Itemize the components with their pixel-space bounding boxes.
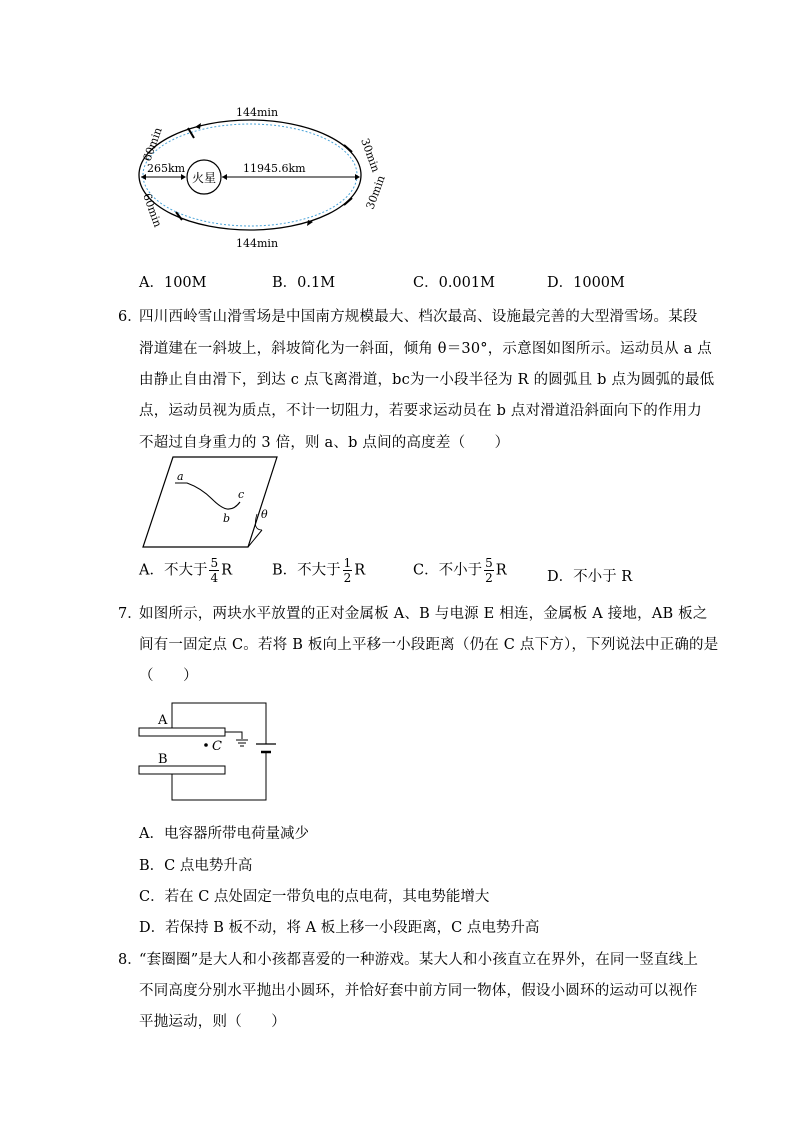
- q6-option-a[interactable]: [139, 557, 232, 584]
- q7-line: （ ）: [139, 668, 198, 684]
- q6-line: 由静止自由滑下，到达 c 点飞离滑道，bc为一小段半径为 R 的圆弧且 b 点为圆弧的最低: [139, 372, 715, 388]
- q6-option-d[interactable]: D．不小于 R: [547, 569, 633, 585]
- q6-option-c[interactable]: [413, 557, 507, 584]
- orbit-marker: [344, 145, 352, 152]
- plate-a: [139, 728, 225, 736]
- q6-option-b-denominator: 2: [343, 571, 352, 585]
- q7-option-b[interactable]: B．C 点电势升高: [139, 858, 253, 874]
- q6-line: 点，运动员视为质点，不计一切阻力，若要求运动员在 b 点对滑道沿斜面向下的作用力: [139, 403, 702, 419]
- right-bottom-time-label: 30min: [363, 173, 388, 212]
- point-c-label: c: [238, 488, 245, 501]
- slope-figure: [139, 452, 284, 552]
- ground-wire: [225, 732, 242, 739]
- left-bottom-time-label: 60min: [140, 191, 165, 229]
- q6-option-a-prefix: A．不大于: [139, 562, 208, 579]
- q5-option-a[interactable]: A．100M: [139, 275, 207, 291]
- left-top-time-label: 60min: [140, 125, 165, 164]
- q6-option-a-suffix: R: [221, 562, 233, 579]
- orbit-marker: [344, 198, 352, 205]
- q6-line: 滑道建在一斜坡上，斜坡简化为一斜面，倾角 θ＝30°，示意图如图所示。运动员从 a 点: [139, 341, 712, 357]
- q6-option-c-prefix: C．不小于: [413, 562, 483, 579]
- q7-option-d[interactable]: D．若保持 B 板不动，将 A 板上移一小段距离，C 点电势升高: [139, 920, 540, 936]
- q6-line: 不超过自身重力的 3 倍，则 a、b 点间的高度差（ ）: [139, 435, 510, 451]
- theta-label: θ: [261, 508, 268, 521]
- q6-option-b-fraction: [343, 557, 353, 584]
- plate-a-label: A: [158, 713, 168, 728]
- point-c-label: C: [212, 739, 222, 754]
- capacitor-figure: [136, 700, 276, 805]
- q6-option-b[interactable]: [272, 557, 365, 584]
- slope-plane: [143, 457, 277, 547]
- planet-label: 火星: [191, 171, 217, 185]
- q6-option-b-suffix: R: [354, 562, 366, 579]
- q6-option-c-denominator: 2: [485, 571, 493, 585]
- orbit-ellipse-inner: [140, 124, 357, 226]
- q6-number: 6．: [118, 309, 142, 325]
- q8-number: 8．: [118, 952, 142, 968]
- point-b-label: b: [223, 512, 231, 525]
- plate-b: [139, 766, 225, 774]
- point-c-dot: [204, 743, 208, 747]
- q7-option-a[interactable]: A．电容器所带电荷量减少: [139, 826, 309, 842]
- q5-option-d[interactable]: D．1000M: [547, 275, 625, 291]
- q6-option-c-fraction: [484, 557, 494, 584]
- q6-option-a-numerator: 5: [210, 556, 219, 570]
- top-time-label: 144min: [236, 106, 279, 119]
- q5-option-c[interactable]: C．0.001M: [413, 275, 495, 291]
- q7-line: 如图所示，两块水平放置的正对金属板 A、B 与电源 E 相连，金属板 A 接地，AB 板之: [139, 606, 708, 622]
- q6-option-c-suffix: R: [495, 562, 507, 579]
- q8-line: 平抛运动，则（ ）: [139, 1014, 286, 1030]
- q6-option-b-prefix: B．不大于: [272, 562, 341, 579]
- wire-bottom: [172, 756, 266, 800]
- orbit-ellipse-outer: [139, 120, 361, 230]
- wire-top: [172, 703, 266, 744]
- bottom-time-label: 144min: [236, 237, 279, 250]
- q5-option-b[interactable]: B．0.1M: [272, 275, 336, 291]
- q8-line: 不同高度分别水平抛出小圆环，并恰好套中前方同一物体，假设小圆环的运动可以视作: [139, 983, 698, 999]
- q7-option-c[interactable]: C．若在 C 点处固定一带负电的点电荷，其电势能增大: [139, 889, 490, 905]
- q7-number: 7．: [118, 606, 142, 622]
- q6-option-a-fraction: [209, 557, 219, 584]
- point-a-label: a: [177, 470, 184, 483]
- near-distance-label: 265km: [147, 162, 186, 175]
- right-top-time-label: 30min: [358, 136, 383, 174]
- orbit-figure: [133, 100, 388, 260]
- far-distance-label: 11945.6km: [243, 162, 306, 175]
- q6-line: 四川西岭雪山滑雪场是中国南方规模最大、档次最高、设施最完善的大型滑雪场。某段: [139, 309, 698, 325]
- q6-option-c-numerator: 5: [485, 556, 493, 570]
- q6-option-b-numerator: 1: [343, 556, 352, 570]
- plate-b-label: B: [158, 752, 168, 767]
- orbit-arrow-top: [195, 123, 201, 129]
- slope-edge: [248, 530, 262, 547]
- ski-track: [175, 483, 240, 509]
- q6-option-a-denominator: 4: [210, 571, 219, 585]
- q8-line: “套圈圈”是大人和小孩都喜爱的一种游戏。某大人和小孩直立在界外，在同一竖直线上: [139, 952, 699, 968]
- q7-line: 间有一固定点 C。若将 B 板向上平移一小段距离（仍在 C 点下方），下列说法中正确的是: [139, 637, 719, 653]
